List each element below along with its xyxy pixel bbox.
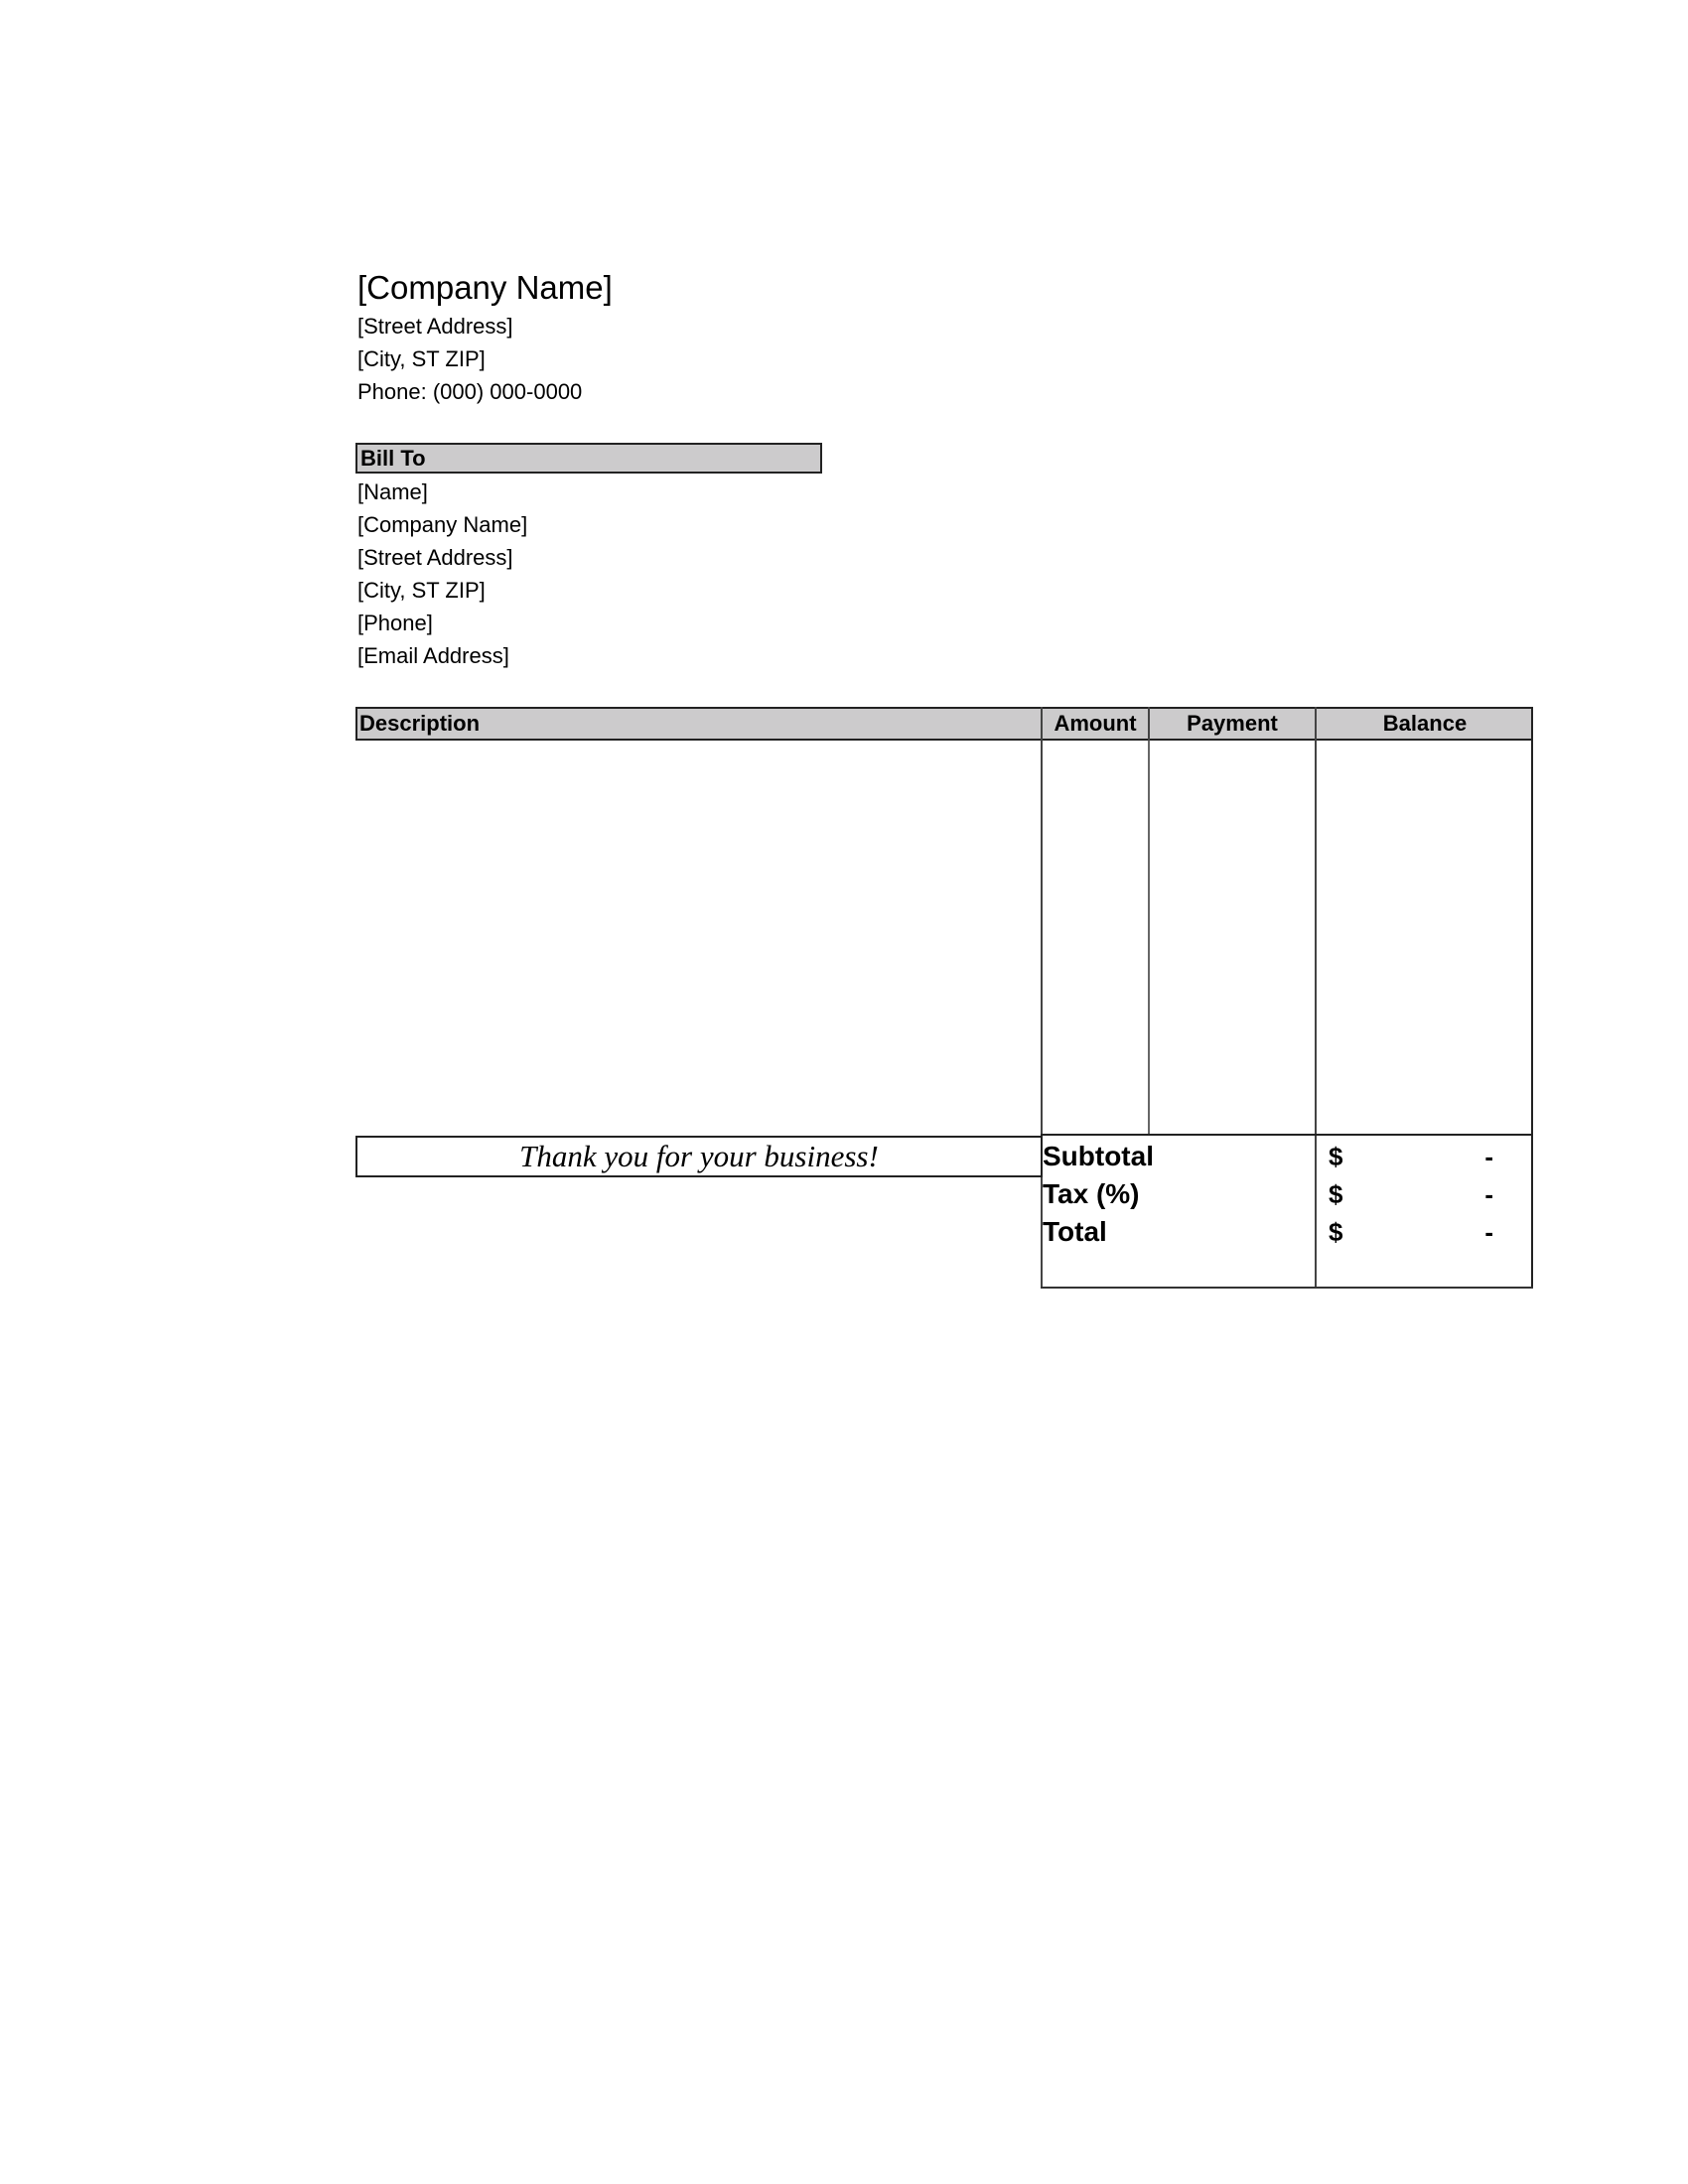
phone-number: Phone: (000) 000-0000 [357, 379, 583, 404]
items-bottom-border [1041, 1134, 1533, 1136]
bill-to-phone: [Phone] [357, 611, 433, 635]
sender-block [357, 266, 613, 408]
subtotal-label: Subtotal [1043, 1141, 1154, 1171]
bill-to-name: [Name] [357, 479, 428, 504]
subtotal-currency: $ [1329, 1142, 1343, 1171]
subtotal-value: - [1484, 1142, 1493, 1171]
tax-currency: $ [1329, 1179, 1343, 1209]
table-right-border [1531, 741, 1533, 1289]
bill-to-email: [Email Address] [357, 643, 509, 668]
bill-to-block [357, 476, 527, 672]
table-header [355, 707, 1533, 741]
header-divider [1148, 707, 1150, 741]
header-divider [1041, 707, 1043, 741]
bill-to-city: [City, ST ZIP] [357, 578, 486, 603]
thank-you-message: Thank you for your business! [355, 1136, 1043, 1177]
column-header-amount: Amount [1054, 711, 1137, 736]
tax-value: - [1484, 1179, 1493, 1209]
totals-bottom-border [1041, 1287, 1533, 1289]
column-header-payment: Payment [1187, 711, 1278, 736]
column-divider-amount [1041, 741, 1043, 1136]
tax-label: Tax (%) [1043, 1178, 1140, 1209]
column-divider-balance [1315, 741, 1317, 1289]
street-address: [Street Address] [357, 314, 513, 339]
bill-to-street: [Street Address] [357, 545, 513, 570]
bill-to-header: Bill To [355, 443, 822, 474]
total-currency: $ [1329, 1217, 1343, 1247]
column-header-description: Description [359, 711, 481, 736]
city-state-zip: [City, ST ZIP] [357, 346, 486, 371]
column-header-balance: Balance [1382, 711, 1468, 736]
column-divider-payment [1148, 741, 1150, 1136]
bill-to-company: [Company Name] [357, 512, 528, 537]
company-name: [Company Name] [357, 269, 613, 306]
header-divider [1315, 707, 1317, 741]
total-value: - [1484, 1217, 1493, 1247]
total-label: Total [1043, 1216, 1107, 1247]
